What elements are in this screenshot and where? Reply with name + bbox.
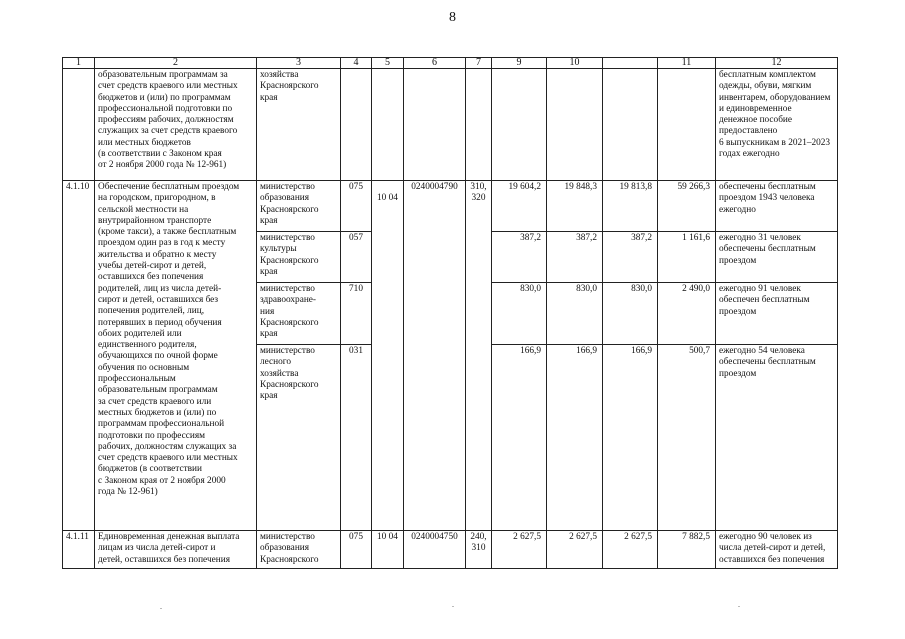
year-2022-cell: 387,2 bbox=[547, 232, 603, 283]
year-2021-cell: 19 604,2 bbox=[492, 181, 547, 232]
section-cell bbox=[372, 181, 404, 531]
description-cell: Обеспечение бесплатным проездом на городском, пригородном, в сельской местности на внутрирайонном транспорте (кроме такси), а также бесплатным проездом один раз в год к месту жительства и обратно к месту учебы детей-сирот и детей, оставшихся без попечения родителей, лиц из числа детей- сирот и детей, оставшихся без попечения родителей, лиц, потерявших в период обучения обоих родителей или единственного родителя, обучающихся по очной форме обучения по основным профессиональным образовательным программам за счет средств краевого или местных бюджетов и (или) по программам профессиональной подготовки по профессиям рабочих, должностям служащих за счет средств краевого или местных бюджетов (в соответствии с Законом края от 2 ноября 2000 года № 12-961) bbox=[95, 181, 257, 531]
year-2022-cell: 830,0 bbox=[547, 283, 603, 345]
result-cell: ежегодно 54 человека обеспечены бесплатным проездом bbox=[716, 345, 838, 531]
header-cell: 5 bbox=[372, 58, 404, 69]
header-cell: 2 bbox=[95, 58, 257, 69]
year-2022-cell: 2 627,5 bbox=[547, 531, 603, 569]
total-cell: 1 161,6 bbox=[658, 232, 716, 283]
grbs-cell: 031 bbox=[341, 345, 372, 531]
scan-speck bbox=[160, 608, 162, 609]
executor-cell: министерство лесного хозяйства Красноярского края bbox=[257, 345, 341, 531]
grbs-cell bbox=[341, 69, 372, 181]
table-row bbox=[63, 69, 838, 181]
total-cell: 59 266,3 bbox=[658, 181, 716, 232]
header-cell: 12 bbox=[716, 58, 838, 69]
grbs-cell: 710 bbox=[341, 283, 372, 345]
year-2023-cell: 2 627,5 bbox=[603, 531, 658, 569]
target-article-cell bbox=[404, 69, 466, 181]
result-cell: ежегодно 91 человек обеспечен бесплатным проездом bbox=[716, 283, 838, 345]
result-cell: ежегодно 90 человек из числа детей-сирот и детей, оставшихся без попечения bbox=[716, 531, 838, 569]
year-2023-cell bbox=[603, 69, 658, 181]
expense-type-cell: 310, 320 bbox=[466, 181, 492, 531]
header-cell: 10 bbox=[547, 58, 603, 69]
grbs-cell: 075 bbox=[341, 181, 372, 232]
item-number-cell bbox=[63, 69, 95, 181]
scan-speck bbox=[452, 606, 454, 607]
target-article-cell: 0240004750 bbox=[404, 531, 466, 569]
header-cell bbox=[603, 58, 658, 69]
grbs-cell: 057 bbox=[341, 232, 372, 283]
year-2023-cell: 387,2 bbox=[603, 232, 658, 283]
executor-cell: министерство здравоохране- ния Красноярского края bbox=[257, 283, 341, 345]
expense-type-cell bbox=[466, 69, 492, 181]
section-cell: 10 04 bbox=[372, 531, 404, 569]
executor-cell: министерство образования Красноярского края bbox=[257, 181, 341, 232]
header-cell: 7 bbox=[466, 58, 492, 69]
table-row bbox=[63, 531, 838, 569]
result-cell: бесплатным комплектом одежды, обуви, мягким инвентарем, оборудованием и единовременное денежное пособие предоставлено 6 выпускникам в 2021–2023 годах ежегодно bbox=[716, 69, 838, 181]
item-number-cell: 4.1.11 bbox=[63, 531, 95, 569]
year-2022-cell: 166,9 bbox=[547, 345, 603, 531]
description-cell: Единовременная денежная выплата лицам из числа детей-сирот и детей, оставшихся без попечения bbox=[95, 531, 257, 569]
header-cell: 9 bbox=[492, 58, 547, 69]
result-cell: обеспечены бесплатным проездом 1943 человека ежегодно bbox=[716, 181, 838, 232]
header-cell: 6 bbox=[404, 58, 466, 69]
section-value: 10 04 bbox=[377, 193, 398, 203]
year-2023-cell: 830,0 bbox=[603, 283, 658, 345]
target-article-cell: 0240004790 bbox=[404, 181, 466, 531]
total-cell: 2 490,0 bbox=[658, 283, 716, 345]
year-2021-cell bbox=[492, 69, 547, 181]
header-cell: 4 bbox=[341, 58, 372, 69]
year-2023-cell: 19 813,8 bbox=[603, 181, 658, 232]
year-2021-cell: 2 627,5 bbox=[492, 531, 547, 569]
item-number-cell: 4.1.10 bbox=[63, 181, 95, 531]
program-table bbox=[62, 57, 838, 569]
result-cell: ежегодно 31 человек обеспечены бесплатным проездом bbox=[716, 232, 838, 283]
executor-cell: министерство образования Красноярского bbox=[257, 531, 341, 569]
year-2021-cell: 830,0 bbox=[492, 283, 547, 345]
executor-cell: хозяйства Красноярского края bbox=[257, 69, 341, 181]
section-cell bbox=[372, 69, 404, 181]
header-cell: 1 bbox=[63, 58, 95, 69]
expense-type-cell: 240, 310 bbox=[466, 531, 492, 569]
table-row bbox=[63, 181, 838, 232]
year-2021-cell: 166,9 bbox=[492, 345, 547, 531]
header-cell: 11 bbox=[658, 58, 716, 69]
header-row bbox=[63, 58, 838, 69]
total-cell: 7 882,5 bbox=[658, 531, 716, 569]
total-cell: 500,7 bbox=[658, 345, 716, 531]
year-2022-cell: 19 848,3 bbox=[547, 181, 603, 232]
total-cell bbox=[658, 69, 716, 181]
year-2023-cell: 166,9 bbox=[603, 345, 658, 531]
executor-cell: министерство культуры Красноярского края bbox=[257, 232, 341, 283]
year-2021-cell: 387,2 bbox=[492, 232, 547, 283]
description-cell: образовательным программам за счет средств краевого или местных бюджетов и (или) по программам профессиональной подготовки по профессиям рабочих, должностям служащих за счет средств краевого или местных бюджетов (в соответствии с Законом края от 2 ноября 2000 года № 12-961) bbox=[95, 69, 257, 181]
header-cell: 3 bbox=[257, 58, 341, 69]
scan-speck bbox=[738, 606, 740, 607]
year-2022-cell bbox=[547, 69, 603, 181]
grbs-cell: 075 bbox=[341, 531, 372, 569]
page-number: 8 bbox=[449, 10, 456, 25]
